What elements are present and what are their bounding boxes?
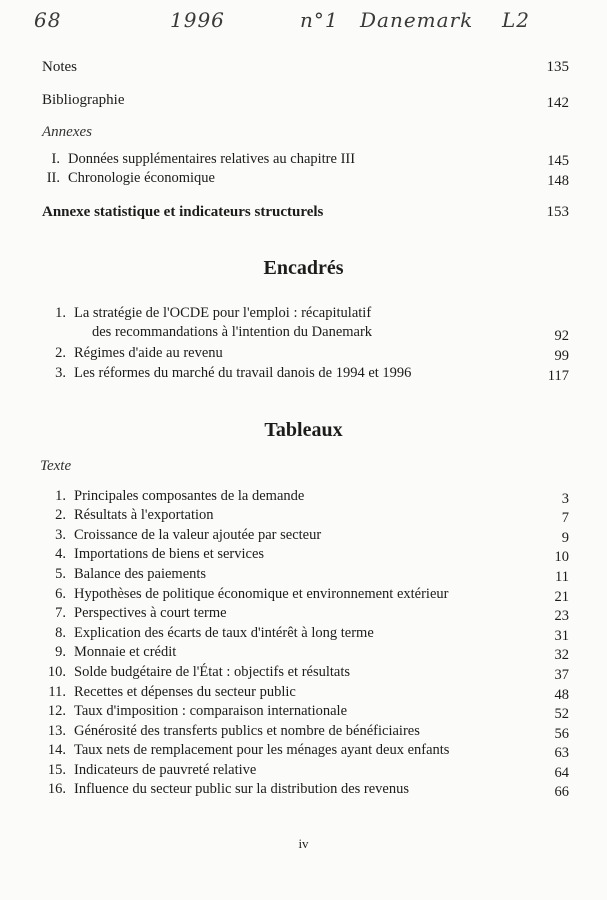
toc-entry-number: 1. — [55, 305, 66, 321]
annexes-label: Annexes — [42, 124, 92, 140]
toc-entry-page: 23 — [554, 608, 569, 624]
toc-entry-page: 153 — [546, 204, 569, 220]
toc-entry-page: 56 — [554, 726, 569, 742]
toc-entry-number: 11. — [48, 684, 66, 700]
texte-label: Texte — [40, 458, 72, 474]
toc-entry-page: 64 — [554, 765, 569, 781]
toc-entry-page: 148 — [547, 173, 569, 189]
toc-entry-page: 3 — [561, 491, 569, 507]
toc-entry-label: Taux nets de remplacement pour les ménages ayant deux enfants — [74, 742, 450, 758]
toc-entry-label: Les réformes du marché du travail danois de 1994 et 1996 — [74, 365, 412, 381]
toc-entry-page: 99 — [554, 348, 569, 364]
toc-entry-label: Recettes et dépenses du secteur public — [74, 684, 296, 700]
toc-entry-label: Principales composantes de la demande — [74, 488, 305, 504]
toc-entry-page: 21 — [554, 589, 569, 605]
toc-entry-label: Annexe statistique et indicateurs structurels — [42, 204, 324, 220]
toc-entry-page: 48 — [554, 687, 569, 703]
toc-entry-label: Hypothèses de politique économique et environnement extérieur — [74, 586, 449, 602]
toc-entry-label: Croissance de la valeur ajoutée par secteur — [74, 527, 322, 543]
toc-entry-page: 37 — [554, 667, 569, 683]
toc-entry-page: 11 — [555, 569, 569, 585]
toc-entry-label: Indicateurs de pauvreté relative — [74, 762, 257, 778]
toc-entry-number: 7. — [55, 605, 66, 621]
toc-entry-page: 52 — [554, 706, 569, 722]
toc-entry-number: 14. — [47, 742, 66, 758]
toc-entry-number: 9. — [55, 644, 66, 660]
toc-entry-number: 16. — [47, 781, 66, 797]
handwritten-note-b: 1996 — [170, 8, 225, 32]
toc-entry-label: Perspectives à court terme — [74, 605, 227, 621]
handwritten-note-e: L2 — [502, 8, 531, 32]
toc-entry-number: 8. — [55, 625, 66, 641]
toc-entry-page: 31 — [554, 628, 569, 644]
section-heading-tableaux: Tableaux — [264, 419, 343, 441]
toc-entry-page: 145 — [547, 153, 569, 169]
toc-entry-page: 142 — [546, 95, 569, 111]
toc-entry-number: 4. — [55, 546, 66, 562]
toc-entry-label-continued: des recommandations à l'intention du Danemark — [92, 324, 373, 340]
handwritten-annotation — [30, 8, 567, 40]
toc-entry-page: 63 — [554, 745, 569, 761]
handwritten-note-a: 68 — [34, 8, 62, 32]
toc-entry-number: 10. — [47, 664, 66, 680]
toc-entry-label: Notes — [42, 59, 77, 75]
toc-entry-number: 6. — [55, 586, 66, 602]
toc-entry-number: II. — [46, 170, 60, 186]
handwritten-note-c: n°1 — [300, 8, 339, 32]
toc-entry-label: Monnaie et crédit — [74, 644, 177, 660]
toc-entry-number: 2. — [55, 345, 66, 361]
toc-entry-number: 3. — [55, 527, 66, 543]
toc-entry-label: Bibliographie — [42, 92, 125, 108]
toc-entry-page: 135 — [546, 59, 569, 75]
toc-entry-label: Générosité des transferts publics et nombre de bénéficiaires — [74, 723, 420, 739]
toc-entry-label: Influence du secteur public sur la distribution des revenus — [74, 781, 410, 797]
toc-entry-page: 32 — [554, 647, 569, 663]
section-heading-encadres: Encadrés — [263, 257, 344, 279]
toc-entry-label: Taux d'imposition : comparaison internationale — [74, 703, 348, 719]
page-number: iv — [298, 836, 309, 851]
toc-entry-page: 10 — [554, 549, 569, 565]
toc-entry-page: 117 — [547, 368, 569, 384]
toc-entry-label: Chronologie économique — [68, 170, 215, 186]
toc-entry-label: La stratégie de l'OCDE pour l'emploi : récapitulatif — [74, 305, 372, 321]
toc-entry-number: 5. — [55, 566, 66, 582]
toc-entry-number: 1. — [55, 488, 66, 504]
toc-entry-label: Balance des paiements — [74, 566, 207, 582]
toc-entry-label: Solde budgétaire de l'État : objectifs et résultats — [74, 664, 351, 680]
toc-entry-number: 13. — [47, 723, 66, 739]
toc-entry-label: Régimes d'aide au revenu — [74, 345, 223, 361]
toc-entry-number: I. — [51, 151, 60, 167]
toc-entry-number: 3. — [55, 365, 66, 381]
toc-entry-label: Résultats à l'exportation — [74, 507, 214, 523]
toc-entry-page: 66 — [554, 784, 569, 800]
toc-entry-number: 2. — [55, 507, 66, 523]
toc-entry-page: 92 — [554, 328, 569, 344]
toc-entry-number: 15. — [47, 762, 66, 778]
toc-entry-label: Importations de biens et services — [74, 546, 265, 562]
toc-entry-number: 12. — [47, 703, 66, 719]
toc-entry-label: Explication des écarts de taux d'intérêt à long terme — [74, 625, 374, 641]
toc-entry-page: 9 — [561, 530, 569, 546]
toc-entry-label: Données supplémentaires relatives au chapitre III — [68, 151, 356, 167]
handwritten-note-d: Danemark — [360, 8, 474, 32]
toc-entry-page: 7 — [561, 510, 569, 526]
